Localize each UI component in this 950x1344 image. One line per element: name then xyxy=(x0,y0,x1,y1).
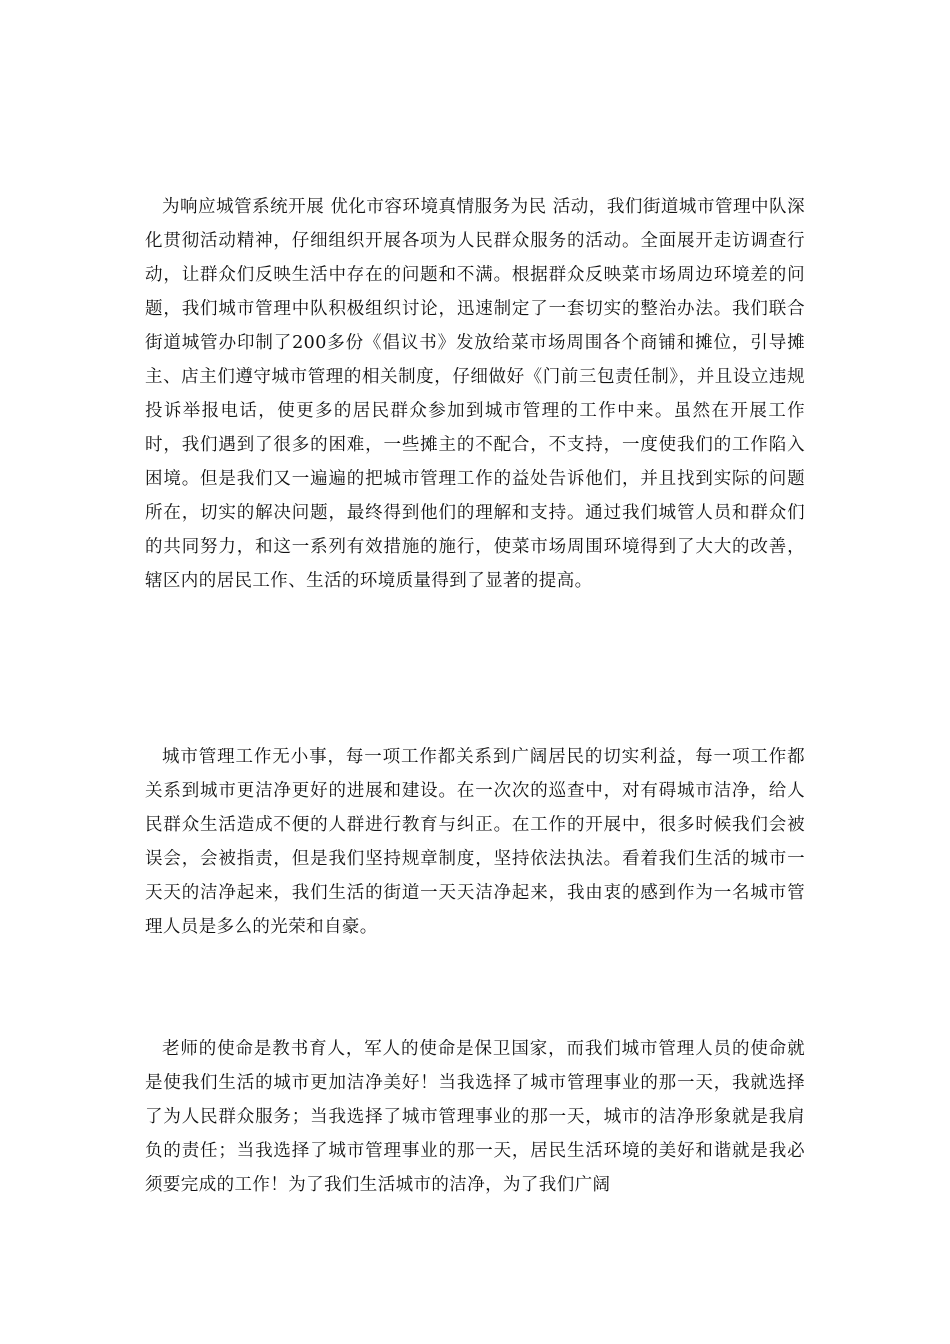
paragraph-1: 为响应城管系统开展 优化市容环境真情服务为民 活动，我们街道城市管理中队深化贯彻活动精神，仔细组织开展各项为人民群众服务的活动。全面展开走访调查行动，让群众们反映生活中存在的问题和不满。根据群众反映菜市场周边环境差的问题，我们城市管理中队积极组织讨论，迅速制定了一套切实的整治办法。我们联合街道城管办印制了200多份《倡议书》发放给菜市场周围各个商铺和摊位，引导摊主、店主们遵守城市管理的相关制度，仔细做好《门前三包责任制》，并且设立违规投诉举报电话，使更多的居民群众参加到城市管理的工作中来。虽然在开展工作时，我们遇到了很多的困难，一些摊主的不配合，不支持，一度使我们的工作陷入困境。但是我们又一遍遍的把城市管理工作的益处告诉他们，并且找到实际的问题所在，切实的解决问题，最终得到他们的理解和支持。通过我们城管人员和群众们的共同努力，和这一系列有效措施的施行，使菜市场周围环境得到了大大的改善，辖区内的居民工作、生活的环境质量得到了显著的提高。 xyxy=(145,197,805,591)
paragraph-2: 城市管理工作无小事，每一项工作都关系到广阔居民的切实利益，每一项工作都关系到城市更洁净更好的进展和建设。在一次次的巡查中，对有碍城市洁净，给人民群众生活造成不便的人群进行教育与纠正。在工作的开展中，很多时候我们会被误会，会被指责，但是我们坚持规章制度，坚持依法执法。看着我们生活的城市一天天的洁净起来，我们生活的街道一天天洁净起来，我由衷的感到作为一名城市管理人员是多么的光荣和自豪。 xyxy=(145,747,805,937)
paragraph-3: 老师的使命是教书育人，军人的使命是保卫国家，而我们城市管理人员的使命就是使我们生活的城市更加洁净美好！当我选择了城市管理事业的那一天，我就选择了为人民群众服务；当我选择了城市管理事业的那一天，城市的洁净形象就是我肩负的责任；当我选择了城市管理事业的那一天，居民生活环境的美好和谐就是我必须要完成的工作！为了我们生活城市的洁净，为了我们广阔 xyxy=(145,1039,805,1195)
